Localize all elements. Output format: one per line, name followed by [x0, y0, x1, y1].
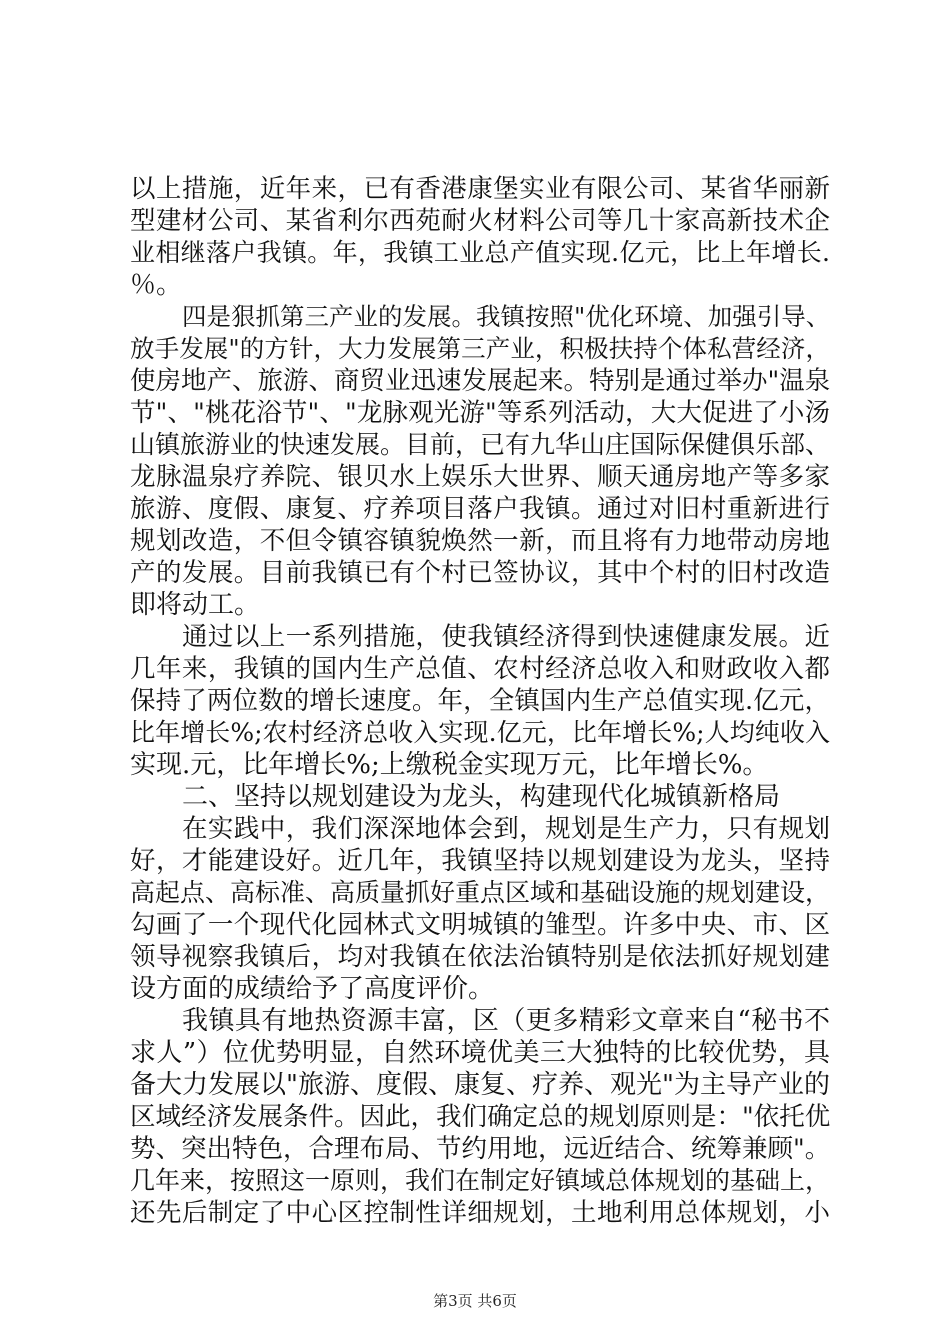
text-line: 产的发展。目前我镇已有个村已签协议，其中个村的旧村改造: [130, 558, 830, 588]
paragraph-first-line: 在实践中，我们深深地体会到，规划是生产力，只有规划: [182, 814, 830, 844]
text-line: 节"、"桃花浴节"、"龙脉观光游"等系列活动，大大促进了小汤: [130, 398, 830, 428]
text-line: 山镇旅游业的快速发展。目前，已有九华山庄国际保健俱乐部、: [130, 430, 830, 459]
text-line: 高起点、高标准、高质量抓好重点区域和基础设施的规划建设，: [130, 878, 830, 907]
text-line: 区域经济发展条件。因此，我们确定总的规划原则是："依托优: [130, 1102, 830, 1132]
section-heading: 二、坚持以规划建设为龙头，构建现代化城镇新格局: [182, 782, 781, 812]
text-line: 势、突出特色，合理布局、节约用地，远近结合、统筹兼顾"。: [130, 1134, 830, 1164]
text-line: ％。: [130, 270, 183, 300]
text-line: 还先后制定了中心区控制性详细规划，土地利用总体规划，小: [130, 1198, 830, 1228]
text-line: 放手发展"的方针，大力发展第三产业，积极扶持个体私营经济，: [130, 334, 830, 363]
text-line: 业相继落户我镇。年，我镇工业总产值实现.亿元，比上年增长.: [130, 238, 830, 267]
paragraph-first-line: 我镇具有地热资源丰富，区（更多精彩文章来自“秘书不: [182, 1006, 830, 1036]
text-line: 实现.元，比年增长%;上缴税金实现万元，比年增长%。: [130, 750, 769, 780]
text-line: 规划改造，不但令镇容镇貌焕然一新，而且将有力地带动房地: [130, 526, 830, 556]
text-line: 好，才能建设好。近几年，我镇坚持以规划建设为龙头，坚持: [130, 846, 830, 876]
page-number-footer: 第3页 共6页: [433, 1292, 517, 1310]
text-line: 几年来，我镇的国内生产总值、农村经济总收入和财政收入都: [130, 654, 830, 684]
text-line: 即将动工。: [130, 590, 261, 620]
text-line: 勾画了一个现代化园林式文明城镇的雏型。许多中央、市、区: [130, 910, 830, 940]
paragraph-first-line: 四是狠抓第三产业的发展。我镇按照"优化环境、加强引导、: [182, 302, 830, 331]
text-line: 以上措施，近年来，已有香港康堡实业有限公司、某省华丽新: [130, 174, 830, 204]
text-line: 几年来，按照这一原则，我们在制定好镇域总体规划的基础上，: [130, 1166, 830, 1195]
paragraph-first-line: 通过以上一系列措施，使我镇经济得到快速健康发展。近: [182, 622, 830, 652]
text-line: 备大力发展以"旅游、度假、康复、疗养、观光"为主导产业的: [130, 1070, 830, 1100]
text-line: 型建材公司、某省利尔西苑耐火材料公司等几十家高新技术企: [130, 206, 830, 236]
text-line: 龙脉温泉疗养院、银贝水上娱乐大世界、顺天通房地产等多家: [130, 462, 830, 492]
text-line: 领导视察我镇后，均对我镇在依法治镇特别是依法抓好规划建: [130, 942, 830, 972]
text-line: 求人”）位优势明显，自然环境优美三大独特的比较优势，具: [130, 1038, 830, 1068]
text-line: 设方面的成绩给予了高度评价。: [130, 974, 495, 1004]
text-line: 比年增长%;农村经济总收入实现.亿元，比年增长%;人均纯收入: [130, 718, 830, 747]
text-line: 保持了两位数的增长速度。年，全镇国内生产总值实现.亿元，: [130, 686, 830, 716]
text-line: 使房地产、旅游、商贸业迅速发展起来。特别是通过举办"温泉: [130, 366, 830, 396]
text-line: 旅游、度假、康复、疗养项目落户我镇。通过对旧村重新进行: [130, 494, 830, 524]
